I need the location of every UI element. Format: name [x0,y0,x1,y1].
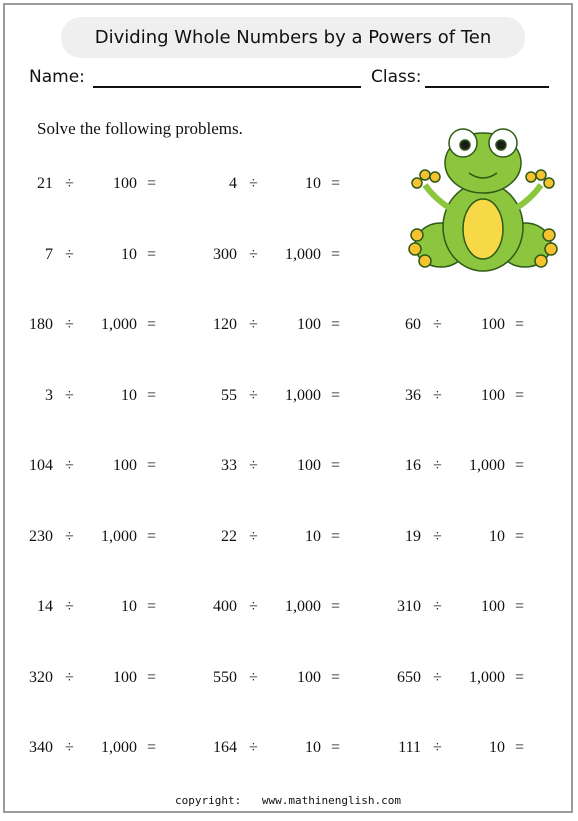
problem-divisor: 10 [121,245,137,263]
problem-divisor: 1,000 [469,457,505,474]
equals-sign: = [147,457,157,474]
problem-dividend: 550 [213,668,237,686]
problem-dividend: 164 [213,739,237,756]
equals-sign: = [515,457,525,474]
problem-dividend: 60 [405,316,421,333]
problem-dividend: 19 [405,527,421,545]
equals-sign: = [147,668,157,686]
problem-divisor: 10 [305,739,321,756]
division-sign: ÷ [433,527,442,545]
division-sign: ÷ [65,668,74,686]
problem-divisor: 1,000 [285,245,321,263]
equals-sign: = [515,527,525,545]
problem-divisor: 100 [113,175,137,192]
division-sign: ÷ [65,386,74,404]
problem-divisor: 100 [297,668,321,686]
website-link[interactable]: www.mathinenglish.com [261,794,401,807]
equals-sign: = [331,386,341,404]
problem-dividend: 7 [45,245,53,263]
problem-dividend: 340 [29,739,53,756]
equals-sign: = [331,245,341,263]
problem-dividend: 3 [45,386,53,404]
name-line [93,86,361,88]
division-sign: ÷ [65,175,74,192]
equals-sign: = [515,316,525,333]
division-sign: ÷ [433,316,442,333]
problem-divisor: 1,000 [285,386,321,404]
problem-dividend: 14 [37,598,53,615]
problem-dividend: 310 [397,598,421,615]
division-sign: ÷ [433,739,442,756]
problem-divisor: 100 [113,668,137,686]
problem-divisor: 100 [481,598,505,615]
problem-dividend: 22 [221,527,237,545]
division-sign: ÷ [249,527,258,545]
problem-divisor: 1,000 [101,739,137,756]
division-sign: ÷ [433,668,442,686]
division-sign: ÷ [65,598,74,615]
problem-dividend: 104 [29,457,53,474]
worksheet [3,3,573,813]
problem-dividend: 36 [405,386,421,404]
problem-divisor: 100 [113,457,137,474]
equals-sign: = [147,739,157,756]
division-sign: ÷ [65,739,74,756]
problem-divisor: 1,000 [101,527,137,545]
equals-sign: = [331,598,341,615]
problem-dividend: 230 [29,527,53,545]
equals-sign: = [331,668,341,686]
division-sign: ÷ [65,457,74,474]
problem-dividend: 650 [397,668,421,686]
division-sign: ÷ [249,739,258,756]
equals-sign: = [147,386,157,404]
problem-divisor: 100 [481,386,505,404]
problem-dividend: 4 [229,175,237,192]
equals-sign: = [515,386,525,404]
problem-dividend: 111 [398,739,421,756]
problem-dividend: 320 [29,668,53,686]
equals-sign: = [147,175,157,192]
equals-sign: = [147,245,157,263]
division-sign: ÷ [249,245,258,263]
class-line [425,86,549,88]
problem-dividend: 21 [37,175,53,192]
problem-divisor: 10 [305,175,321,192]
problem-dividend: 300 [213,245,237,263]
problem-divisor: 1,000 [101,316,137,333]
class-label: Class: [371,67,422,87]
problem-dividend: 180 [29,316,53,333]
division-sign: ÷ [249,175,258,192]
equals-sign: = [147,527,157,545]
instruction-text: Solve the following problems. [37,119,243,138]
problem-divisor: 1,000 [285,598,321,615]
equals-sign: = [331,175,341,192]
problem-divisor: 10 [489,739,505,756]
equals-sign: = [515,598,525,615]
equals-sign: = [331,316,341,333]
problem-divisor: 10 [305,527,321,545]
frog-illustration [405,117,561,279]
problem-dividend: 33 [221,457,237,474]
problem-divisor: 1,000 [469,668,505,686]
equals-sign: = [331,527,341,545]
problem-dividend: 120 [213,316,237,333]
equals-sign: = [331,457,341,474]
equals-sign: = [147,316,157,333]
problem-divisor: 100 [297,457,321,474]
division-sign: ÷ [249,668,258,686]
problem-dividend: 55 [221,386,237,404]
equals-sign: = [331,739,341,756]
division-sign: ÷ [249,386,258,404]
problem-divisor: 10 [121,386,137,404]
division-sign: ÷ [65,316,74,333]
division-sign: ÷ [65,527,74,545]
equals-sign: = [147,598,157,615]
copyright-label: copyright: [175,794,242,807]
problem-divisor: 10 [121,598,137,615]
problem-dividend: 400 [213,598,237,615]
problem-divisor: 10 [489,527,505,545]
division-sign: ÷ [249,598,258,615]
footer [5,794,571,807]
problem-divisor: 100 [297,316,321,333]
equals-sign: = [515,668,525,686]
division-sign: ÷ [249,316,258,333]
worksheet-title: Dividing Whole Numbers by a Powers of Ten [61,17,525,58]
division-sign: ÷ [433,457,442,474]
division-sign: ÷ [249,457,258,474]
division-sign: ÷ [65,245,74,263]
name-label: Name: [29,67,85,87]
division-sign: ÷ [433,598,442,615]
problem-dividend: 16 [405,457,421,474]
equals-sign: = [515,739,525,756]
division-sign: ÷ [433,386,442,404]
problem-divisor: 100 [481,316,505,333]
